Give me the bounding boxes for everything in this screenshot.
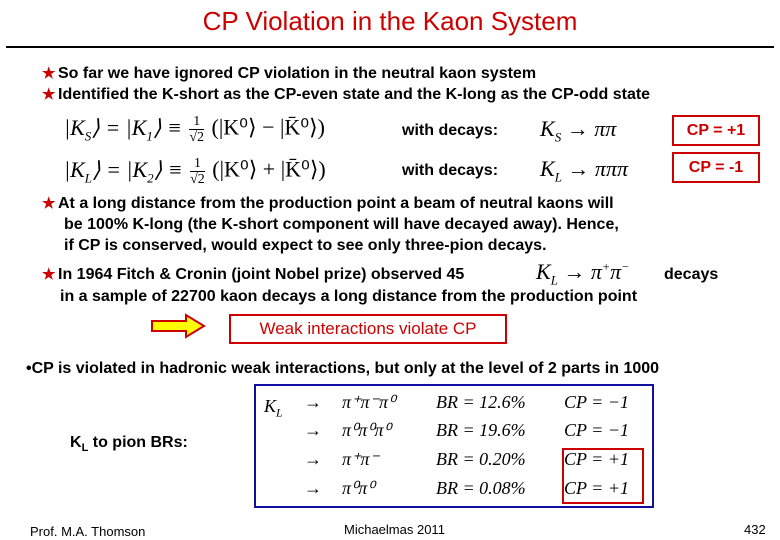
br-value: BR = 19.6% bbox=[436, 420, 526, 440]
kl-label-sub: L bbox=[81, 442, 89, 455]
footer-term: Michaelmas 2011 bbox=[344, 522, 445, 537]
br-arrow: → bbox=[304, 478, 322, 498]
kl-cp-box: CP = -1 bbox=[672, 152, 760, 183]
footer-page-number: 432 bbox=[744, 522, 766, 537]
bullet-4-line-1b: decays bbox=[664, 266, 719, 283]
star-icon: ★ bbox=[42, 195, 56, 212]
br-final-state: π⁺π⁻π⁰ bbox=[342, 392, 396, 412]
bullet-2-text: Identified the K-short as the CP-even state and the K-long as the CP-odd state bbox=[58, 86, 651, 103]
ks-cp-box: CP = +1 bbox=[672, 115, 760, 146]
kl-ket: $|K_L⟩$ = $|K_2⟩$ ≡ bbox=[64, 156, 183, 185]
bullet-4-line-2: in a sample of 22700 kaon decays a long distance from the production point bbox=[60, 288, 638, 305]
br-arrow: → bbox=[304, 420, 322, 440]
br-row bbox=[264, 420, 644, 446]
br-value: BR = 0.08% bbox=[436, 478, 526, 498]
br-final-state: π⁺π⁻ bbox=[342, 449, 380, 469]
kl-frac-num: 1 bbox=[190, 156, 205, 172]
ks-definition bbox=[64, 114, 325, 145]
kl-label-rest: to pion BRs: bbox=[88, 434, 188, 451]
br-value: BR = 12.6% bbox=[436, 392, 526, 412]
kl-label-main: K bbox=[70, 434, 82, 451]
ks-frac-den: √2 bbox=[189, 130, 205, 145]
ks-with-decays: with decays: bbox=[402, 122, 499, 139]
kl-br-label bbox=[70, 433, 188, 458]
br-table bbox=[254, 384, 654, 508]
bullet-1 bbox=[42, 64, 536, 83]
star-icon: ★ bbox=[42, 86, 56, 103]
br-arrow: → bbox=[304, 449, 322, 469]
weak-violation-box: Weak interactions violate CP bbox=[229, 314, 507, 344]
bullet-3-line-3: if CP is conserved, would expect to see only three-pion decays. bbox=[64, 237, 547, 254]
slide-title: CP Violation in the Kaon System bbox=[202, 6, 578, 36]
fitch-cronin-decay: $K_L \to \pi^+\pi^-$ bbox=[536, 259, 630, 288]
kl-superposition: (|K⁰⟩ + |K̄⁰⟩) bbox=[212, 156, 326, 182]
star-icon: ★ bbox=[42, 65, 56, 82]
bullet-4 bbox=[42, 265, 464, 284]
bullet-2 bbox=[42, 85, 650, 104]
bullet-1-text: So far we have ignored CP violation in the neutral kaon system bbox=[58, 65, 537, 82]
br-table-parent: $K_L$ bbox=[264, 396, 283, 420]
bullet-3-line-1: At a long distance from the production point a beam of neutral kaons will bbox=[58, 195, 614, 212]
ks-superposition: (|K⁰⟩ − |K̄⁰⟩) bbox=[211, 114, 325, 140]
footer-author: Prof. M.A. Thomson bbox=[30, 524, 146, 539]
kl-frac-den: √2 bbox=[190, 172, 205, 187]
bullet-3 bbox=[42, 194, 614, 213]
ks-frac-num: 1 bbox=[189, 114, 204, 130]
br-cp: CP = +1 bbox=[564, 478, 629, 498]
title-divider bbox=[6, 46, 774, 48]
kl-definition bbox=[64, 156, 326, 187]
kl-decay: $K_L \to \pi\pi\pi$ bbox=[540, 156, 628, 185]
bullet-4-line-1a: In 1964 Fitch & Cronin (joint Nobel prize) observed 45 bbox=[58, 266, 465, 283]
br-cp: CP = +1 bbox=[564, 449, 629, 469]
br-arrow: → bbox=[304, 392, 322, 412]
cp-even-highlight bbox=[562, 448, 644, 504]
right-arrow-icon bbox=[150, 313, 206, 339]
br-cp: CP = −1 bbox=[564, 392, 629, 412]
br-final-state: π⁰π⁰ bbox=[342, 478, 375, 498]
br-final-state: π⁰π⁰π⁰ bbox=[342, 420, 391, 440]
br-row bbox=[264, 392, 644, 418]
br-cp: CP = −1 bbox=[564, 420, 629, 440]
cp-level-statement: •CP is violated in hadronic weak interactions, but only at the level of 2 parts in 1000 bbox=[26, 360, 660, 377]
ks-fraction bbox=[189, 114, 204, 145]
star-icon: ★ bbox=[42, 266, 56, 283]
bullet-3-line-2: be 100% K-long (the K-short component will have decayed away). Hence, bbox=[64, 216, 619, 233]
br-value: BR = 0.20% bbox=[436, 449, 526, 469]
ks-decay: $K_S \to \pi\pi$ bbox=[540, 116, 617, 145]
kl-fraction bbox=[190, 156, 205, 187]
kl-with-decays: with decays: bbox=[402, 162, 499, 179]
ks-ket: $|K_S⟩$ = $|K_1⟩$ ≡ bbox=[64, 114, 182, 143]
